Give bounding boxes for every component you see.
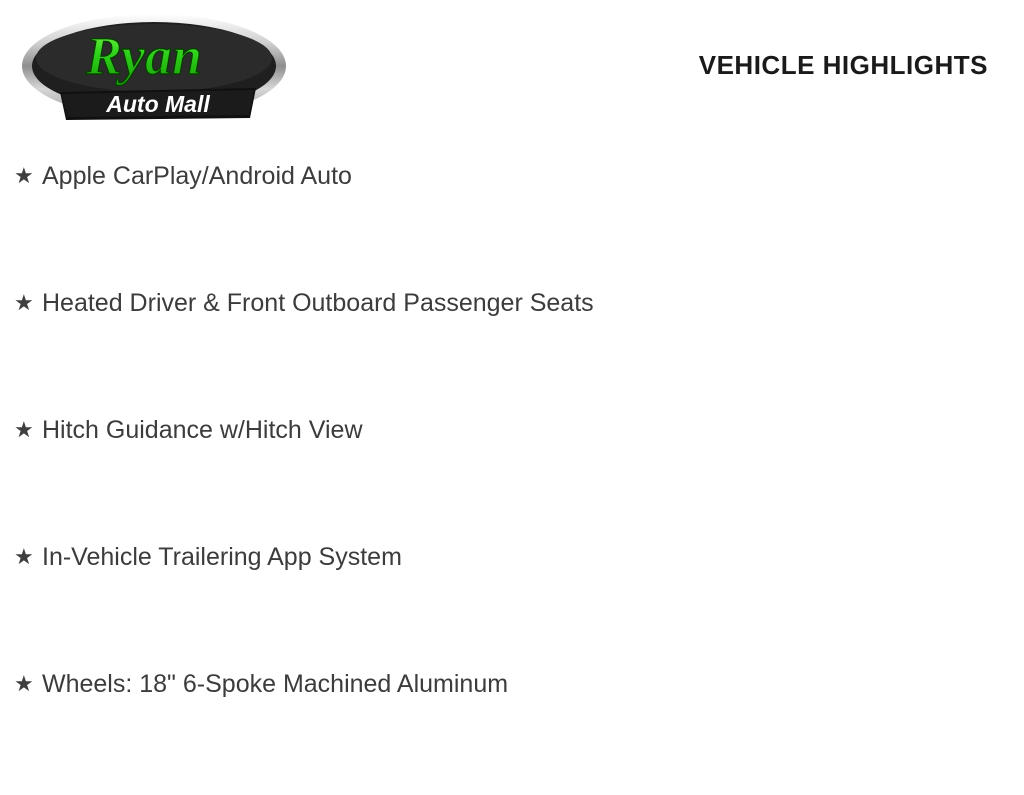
list-item [0, 287, 1024, 414]
list-item-label: Hitch Guidance w/Hitch View [42, 416, 363, 444]
star-icon: ★ [14, 417, 34, 442]
page-header [0, 0, 1024, 140]
vehicle-highlights-list [0, 160, 1024, 795]
ryan-auto-mall-logo [18, 8, 290, 128]
list-item [0, 668, 1024, 795]
svg-text:Auto Mall: Auto Mall [106, 91, 210, 117]
list-item-label: In-Vehicle Trailering App System [42, 543, 402, 571]
list-item [0, 541, 1024, 668]
list-item-label: Apple CarPlay/Android Auto [42, 162, 352, 190]
list-item-label: Wheels: 18" 6-Spoke Machined Aluminum [42, 670, 509, 698]
star-icon: ★ [14, 163, 34, 188]
list-item [0, 414, 1024, 541]
list-item [0, 160, 1024, 287]
svg-text:Ryan: Ryan [85, 26, 203, 86]
star-icon: ★ [14, 671, 34, 696]
star-icon: ★ [14, 290, 34, 315]
page-title: VEHICLE HIGHLIGHTS [698, 50, 988, 80]
list-item-label: Heated Driver & Front Outboard Passenger Seats [42, 289, 594, 317]
star-icon: ★ [14, 544, 34, 569]
